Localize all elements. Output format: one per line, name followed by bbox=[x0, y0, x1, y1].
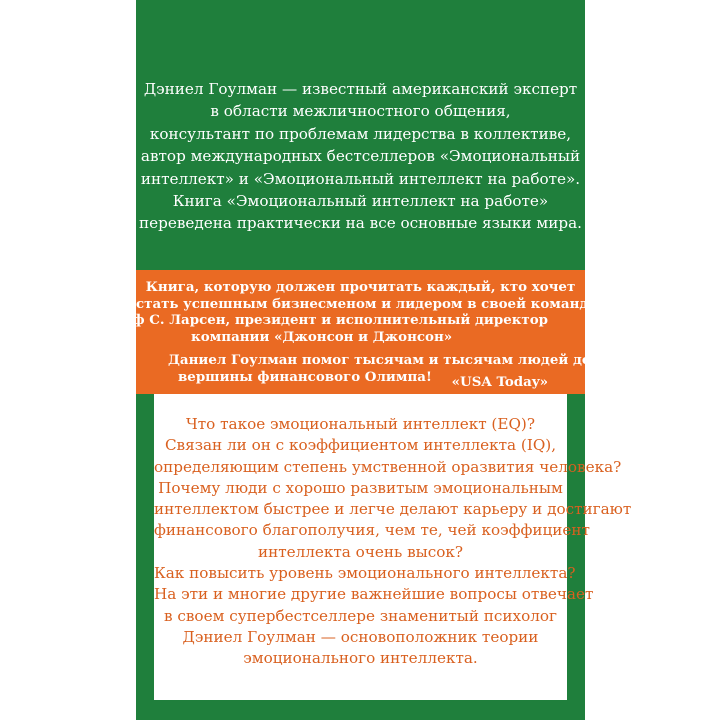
question-line: Связан ли он с коэффициентом интеллекта (IQ), bbox=[164, 436, 557, 455]
quote-line: Книга, которую должен прочитать каждый, кто хочет bbox=[145, 279, 576, 295]
review-attribution-2: «USA Today» bbox=[451, 374, 548, 390]
description-line: Книга «Эмоциональный интеллект на работе» bbox=[172, 192, 549, 211]
attribution-line: компании «Джонсон и Джонсон» bbox=[191, 328, 453, 345]
question-line: На эти и многие другие важнейшие вопросы отвечает bbox=[154, 585, 594, 604]
question-line: определяющим степень умственной оразвития человека? bbox=[154, 457, 622, 476]
description-line: переведена практически на все основные языки мира. bbox=[139, 214, 582, 233]
description-line: в области межличностного общения, bbox=[210, 102, 511, 121]
description-line: консультант по проблемам лидерства в коллективе, bbox=[149, 124, 572, 143]
question-line: Дэниел Гоулман — основоположник теории bbox=[182, 627, 539, 646]
review-quote-1 bbox=[136, 279, 603, 312]
review-quote-2 bbox=[168, 352, 636, 385]
question-line: Что такое эмоциональный интеллект (EQ)? bbox=[186, 415, 535, 433]
question-line: интеллекта очень высок? bbox=[257, 542, 463, 561]
description-line: автор международных бестселлеров «Эмоциональный bbox=[140, 147, 581, 166]
quote-line: Даниел Гоулман помог тысячам и тысячам людей достичь bbox=[168, 352, 637, 368]
questions-panel bbox=[154, 394, 632, 700]
attribution-line: Ральф С. Ларсен, президент и исполнительный директор bbox=[95, 312, 548, 328]
questions-text bbox=[154, 414, 632, 670]
question-line: Почему люди с хорошо развитым эмоциональным bbox=[158, 478, 563, 497]
question-line: интеллектом быстрее и легче делают карьеру и достигают bbox=[154, 500, 632, 519]
question-line: эмоционального интеллекта. bbox=[243, 649, 478, 668]
author-description bbox=[136, 78, 585, 235]
review-attribution-1 bbox=[95, 312, 548, 345]
quote-line: стать успешным бизнесменом и лидером в своей команде! bbox=[136, 295, 603, 312]
question-line: Как повысить уровень эмоционального интеллекта? bbox=[154, 564, 576, 583]
description-line: интеллект» и «Эмоциональный интеллект на работе». bbox=[140, 169, 581, 188]
review-quotes-band bbox=[95, 270, 637, 394]
question-line: в своем супербестселлере знаменитый психолог bbox=[164, 606, 557, 625]
description-line: Дэниел Гоулман — известный американский эксперт bbox=[143, 80, 578, 98]
book-back-cover bbox=[95, 0, 637, 720]
quote-line: вершины финансового Олимпа! bbox=[178, 368, 432, 385]
question-line: финансового благополучия, чем те, чей коэффициент bbox=[154, 521, 590, 540]
